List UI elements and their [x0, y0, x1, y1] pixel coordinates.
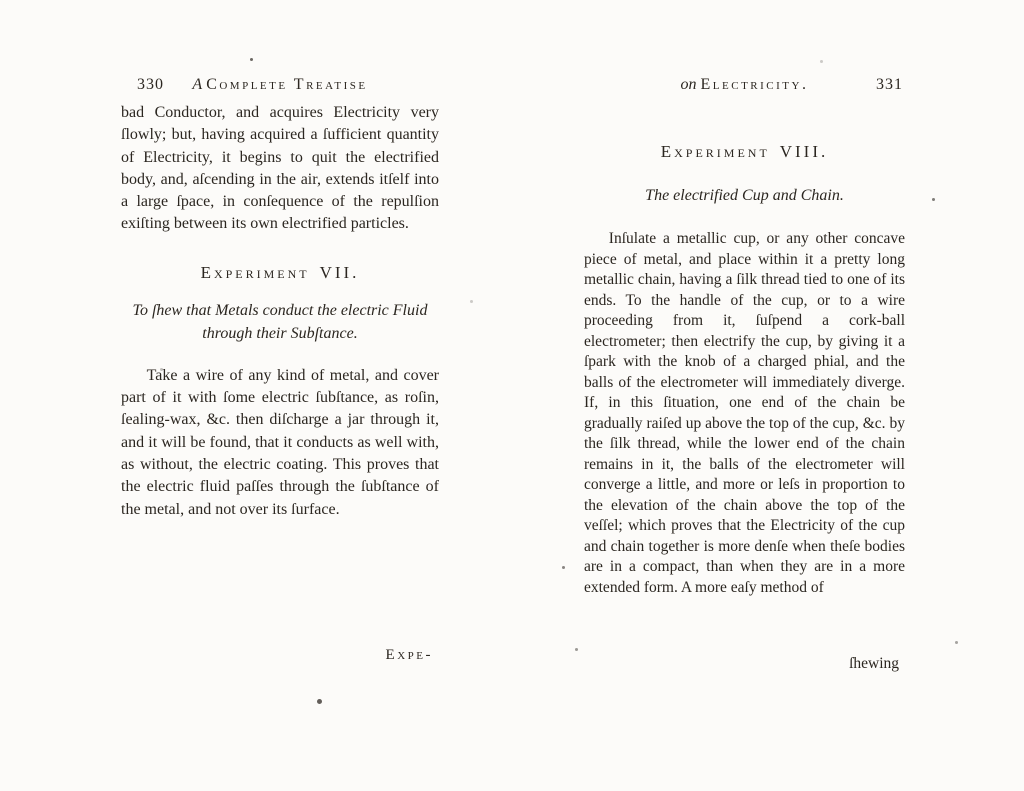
- page-left: [121, 76, 439, 663]
- running-head-right: [584, 76, 905, 100]
- running-title-left-italic: A: [192, 76, 203, 93]
- ink-specks: [0, 0, 3, 3]
- experiment-vii-heading: Experiment VII.: [200, 262, 360, 282]
- experiment-viii-subtitle: The electrified Cup and Chain.: [645, 187, 844, 204]
- running-title-left: [121, 76, 439, 94]
- catchword-left: Expe-: [385, 647, 433, 663]
- page-number-left: 330: [137, 76, 164, 93]
- experiment-viii-heading: Experiment VIII.: [660, 142, 829, 161]
- page-right: [584, 76, 905, 672]
- running-title-left-caps: Complete Treatise: [206, 76, 368, 93]
- running-title-right-caps: Electricity.: [700, 76, 809, 93]
- paragraph-experiment-vii: Take a wire of any kind of metal, and cover part of it with ſome electric ſubſtance, as roſin, ſealing-wax, &c. then diſcharge a jar through it, and it will be found, that it conducts as well with, as without, the electric coating. This proves that the electric fluid paſſes through the ſubſtance of the metal, and not over its ſurface.: [121, 366, 439, 518]
- experiment-vii-subtitle: To ſhew that Metals conduct the electric Fluid through their Subſtance.: [132, 301, 428, 342]
- catchword-right: ſhewing: [849, 655, 899, 672]
- running-title-right: [584, 76, 905, 94]
- running-title-right-italic: on: [680, 76, 697, 93]
- running-head-left: [121, 76, 439, 100]
- page-number-right: 331: [876, 76, 903, 93]
- paragraph-experiment-viii: Inſulate a metallic cup, or any other concave piece of metal, and place within it a pretty long metallic chain, having a ſilk thread tied to one of its ends. To the handle of the cup, or to a wire proceeding from it, ſuſpend a cork-ball electrometer; then electrify the cup, by giving it a ſpark with the knob of a charged phial, and the balls of the electrometer will immediately diverge. If, in this ſituation, one end of the chain be gradually raiſed up above the top of the cup, &c. by the ſilk thread, while the lower end of the chain remains in it, the balls of the electrometer will converge a little, and more or leſs in proportion to the elevation of the chain above the top of the veſſel; which proves that the Electricity of the cup and chain together is more denſe when theſe bodies are in a compact, than when they are in a more extended form. A more eaſy method of: [584, 230, 905, 596]
- paragraph-conductor-continuation: bad Conductor, and acquires Electricity very ſlowly; but, having acquired a ſufficient quantity of Electricity, it begins to quit the electrified body, and, aſcending in the air, extends itſelf into a large ſpace, in conſequence of the repulſion exiſting between its own electrified particles.: [121, 104, 439, 233]
